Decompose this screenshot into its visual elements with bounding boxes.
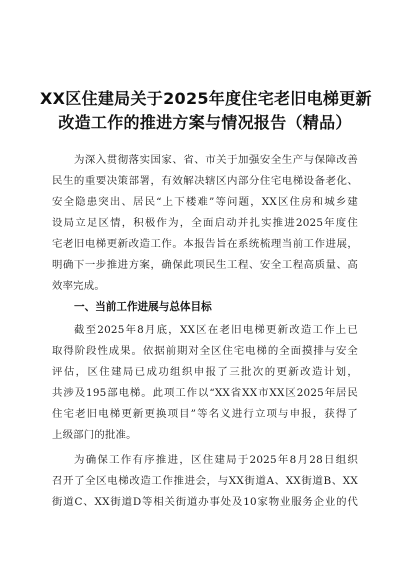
document-title-line-1: XX区住建局关于2025年度住宅老旧电梯更新 — [40, 89, 372, 108]
paragraph-line: 住宅老旧电梯更新更换项目”等名义进行立项与申报，获得了 — [52, 408, 358, 420]
paragraph-line: 街道C、XX街道D等相关街道办事处及10家物业服务企业的代 — [52, 496, 358, 508]
paragraph-line: 取得阶段性成果。依据前期对全区住宅电梯的全面摸排与安全 — [52, 345, 358, 357]
intro-line: 宅老旧电梯更新改造工作。本报告旨在系统梳理当前工作进展， — [52, 238, 358, 250]
intro-line: 明确下一步推进方案，确保此项民生工程、安全工程高质量、高 — [52, 259, 358, 271]
intro-line: 民生的重要决策部署，有效解决辖区内部分住宅电梯设备老化、 — [52, 175, 358, 187]
intro-line: 设局立足区情，积极作为，全面启动并扎实推进2025年度住 — [52, 217, 358, 229]
document-title-line-2: 改造工作的推进方案与情况报告（精品） — [58, 113, 352, 132]
paragraph-line: 为确保工作有序推进，区住建局于2025年8月28日组织 — [74, 454, 358, 466]
intro-line: 安全隐患突出、居民“上下楼难”等问题，XX区住房和城乡建 — [52, 196, 358, 208]
paragraph-line: 共涉及195部电梯。此项工作以“XX省XX市XX区2025年居民 — [52, 387, 358, 399]
paragraph-line: 截至2025年8月底，XX区在老旧电梯更新改造工作上已 — [74, 324, 358, 336]
paragraph-line: 评估，区住建局已成功组织申报了三批次的更新改造计划， — [52, 366, 358, 378]
paragraph-line: 召开了全区电梯改造工作推进会，与XX街道A、XX街道B、XX — [52, 475, 358, 487]
intro-line: 为深入贯彻落实国家、省、市关于加强安全生产与保障改善 — [74, 154, 358, 166]
intro-line: 效率完成。 — [52, 280, 105, 292]
section-heading: 一、当前工作进展与总体目标 — [74, 301, 212, 313]
paragraph-line: 上级部门的批准。 — [52, 429, 137, 441]
